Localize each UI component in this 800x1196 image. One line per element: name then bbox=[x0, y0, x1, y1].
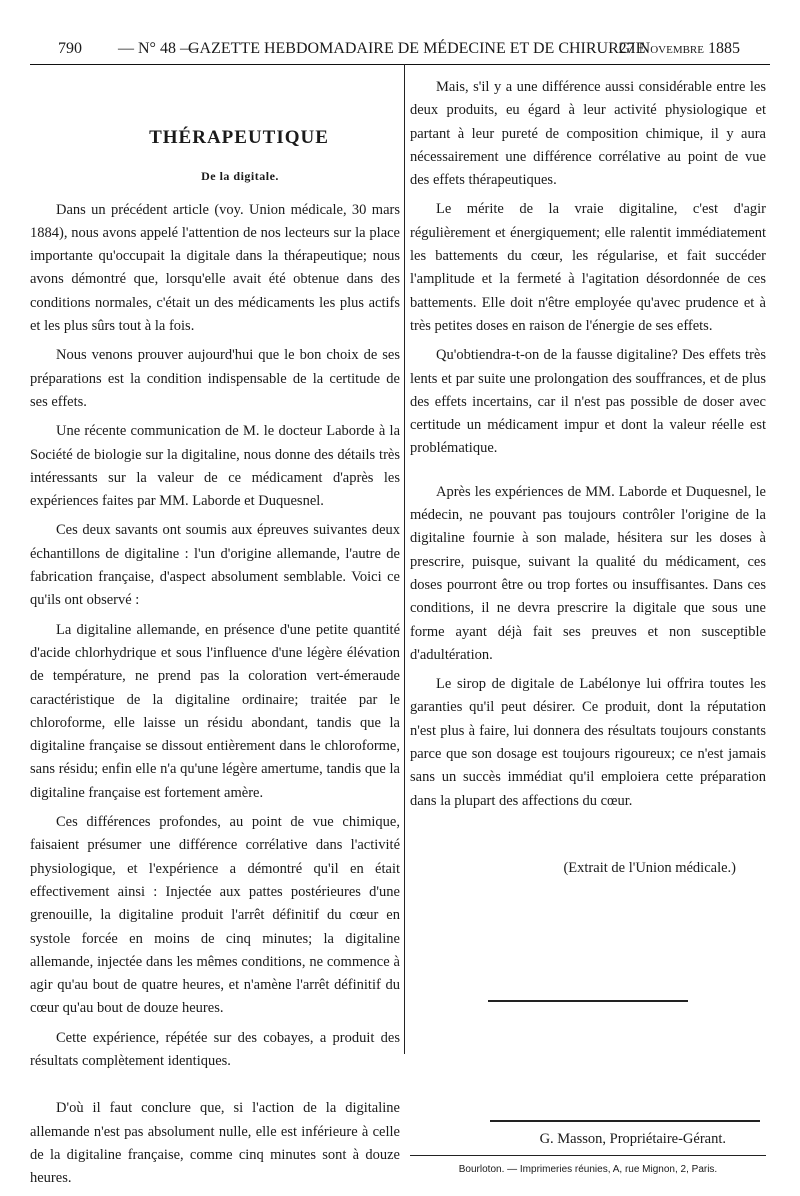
paragraph: Cette expérience, répétée sur des cobayes, a produit des résultats complètement identiques. bbox=[30, 1029, 400, 1069]
left-column bbox=[30, 64, 400, 1196]
signature-rule bbox=[490, 1120, 760, 1122]
right-column bbox=[410, 64, 766, 1181]
printer-imprint: Bourloton. — Imprimeries réunies, A, rue Mignon, 2, Paris. bbox=[410, 1155, 766, 1181]
paragraph: Dans un précédent article (voy. Union médicale, 30 mars 1884), nous avons appelé l'attention de nos lecteurs sur la place importante qu'occupait la digitale dans la thérapeutique; nous avons démontré que, lorsqu'elle avait été obtenue dans des conditions normales, c'était un des médicaments les plus actifs et les plus sûrs tout à la fois. bbox=[30, 201, 400, 335]
paragraph: Le mérite de la vraie digitaline, c'est d'agir régulièrement et énergiquement; elle ralentit immédiatement les battements du cœur, les régularise, et fait succéder l'amplitude et la fermeté à l'agitation désordonnée de ces battements. Elle doit n'être employée qu'avec prudence et à très petites doses en raison de l'énergie de ses effets. bbox=[410, 201, 766, 334]
publisher-signature: G. Masson, Propriétaire-Gérant. bbox=[539, 1130, 726, 1147]
page-number: 790 bbox=[58, 40, 82, 57]
column-divider bbox=[404, 64, 405, 1054]
paragraph: Qu'obtiendra-t-on de la fausse digitaline? Des effets très lents et par suite une prolongation des souffrances, et de plus des effets incertains, car il n'est pas possible de doser avec certitude un médicament impur et dont la valeur réelle est problématique. bbox=[410, 347, 766, 457]
paragraph: Après les expériences de MM. Laborde et Duquesnel, le médecin, ne pouvant pas toujours contrôler l'origine de la digitaline fournie à son malade, hésitera sur les doses à prescrire, puisque, suivant la qualité du médicament, ces doses pourront être ou trop fortes ou insuffisantes. Dans ces conditions, il ne devra prescrire la digitale que sous une forme ayant déjà fait ses preuves et non susceptible d'adultération. bbox=[410, 483, 766, 663]
paragraph: D'où il faut conclure que, si l'action de la digitaline allemande n'est pas absolument nulle, elle est inférieure à celle de la digitaline française, comme cinq minutes sont à douze heures. bbox=[30, 1100, 400, 1187]
source-credit: (Extrait de l'Union médicale.) bbox=[563, 859, 736, 876]
article-subtitle: De la digitale. bbox=[201, 169, 279, 184]
journal-title: GAZETTE HEBDOMADAIRE DE MÉDECINE ET DE CHIRURGIE bbox=[188, 40, 646, 57]
issue-number: — N° 48 — bbox=[118, 40, 196, 57]
issue-date: 27 Novembre 1885 bbox=[618, 40, 740, 57]
section-divider bbox=[488, 1000, 688, 1002]
section-title: THÉRAPEUTIQUE bbox=[149, 127, 329, 148]
paragraph: Le sirop de digitale de Labélonye lui offrira toutes les garanties qu'il peut désirer. Ce produit, dont la réputation n'est plus à faire, lui donnera des résultats toujours constants parce que son dosage est toujours rigoureux; ce n'est jamais sans un succès immédiat qu'il emploiera cette préparation dans la plupart des affections du cœur. bbox=[410, 676, 766, 809]
paragraph: Mais, s'il y a une différence aussi considérable entre les deux produits, eu égard à leur activité physiologique et partant à leur pureté de composition chimique, il y aura nécessairement une différence corrélative au point de vue des effets thérapeutiques. bbox=[410, 79, 766, 189]
paragraph: Ces différences profondes, au point de vue chimique, faisaient présumer une différence corrélative dans l'activité physiologique, et l'expérience a démontré qu'il en était effectivement ainsi : Injectée aux pattes postérieures d'une grenouille, la digitaline produit l'arrêt définitif du cœur en systole forcée en moins de cinq minutes; la digitaline allemande, injectée dans les mêmes conditions, ne commence à agir qu'au bout de quatre heures, et n'amène l'arrêt définitif du cœur qu'au bout de douze heures. bbox=[30, 814, 400, 1017]
paragraph: Nous venons prouver aujourd'hui que le bon choix de ses préparations est la condition indispensable de la certitude de ses effets. bbox=[30, 347, 400, 410]
paragraph: La digitaline allemande, en présence d'une petite quantité d'acide chlorhydrique et sous l'influence d'une légère élévation de température, ne prend pas la coloration vert-émeraude caractéristique de la digitaline ordinaire; traitée par le chloroforme, elle laisse un résidu abondant, tandis que la digitaline française se dissout entièrement dans le chloroforme, sans résidu; enfin elle n'a qu'une légère amertume, tandis que la digitaline française est fortement amère. bbox=[30, 621, 400, 801]
page-header bbox=[30, 38, 770, 65]
paragraph: Une récente communication de M. le docteur Laborde à la Société de biologie sur la digitaline, nous donne des détails très intéressants sur la valeur de ce médicament d'après les expériences faites par MM. Laborde et Duquesnel. bbox=[30, 423, 400, 510]
paragraph: Ces deux savants ont soumis aux épreuves suivantes deux échantillons de digitaline : l'un d'origine allemande, l'autre de fabrication française, d'aspect absolument semblable. Voici ce qu'ils ont observé : bbox=[30, 522, 400, 609]
